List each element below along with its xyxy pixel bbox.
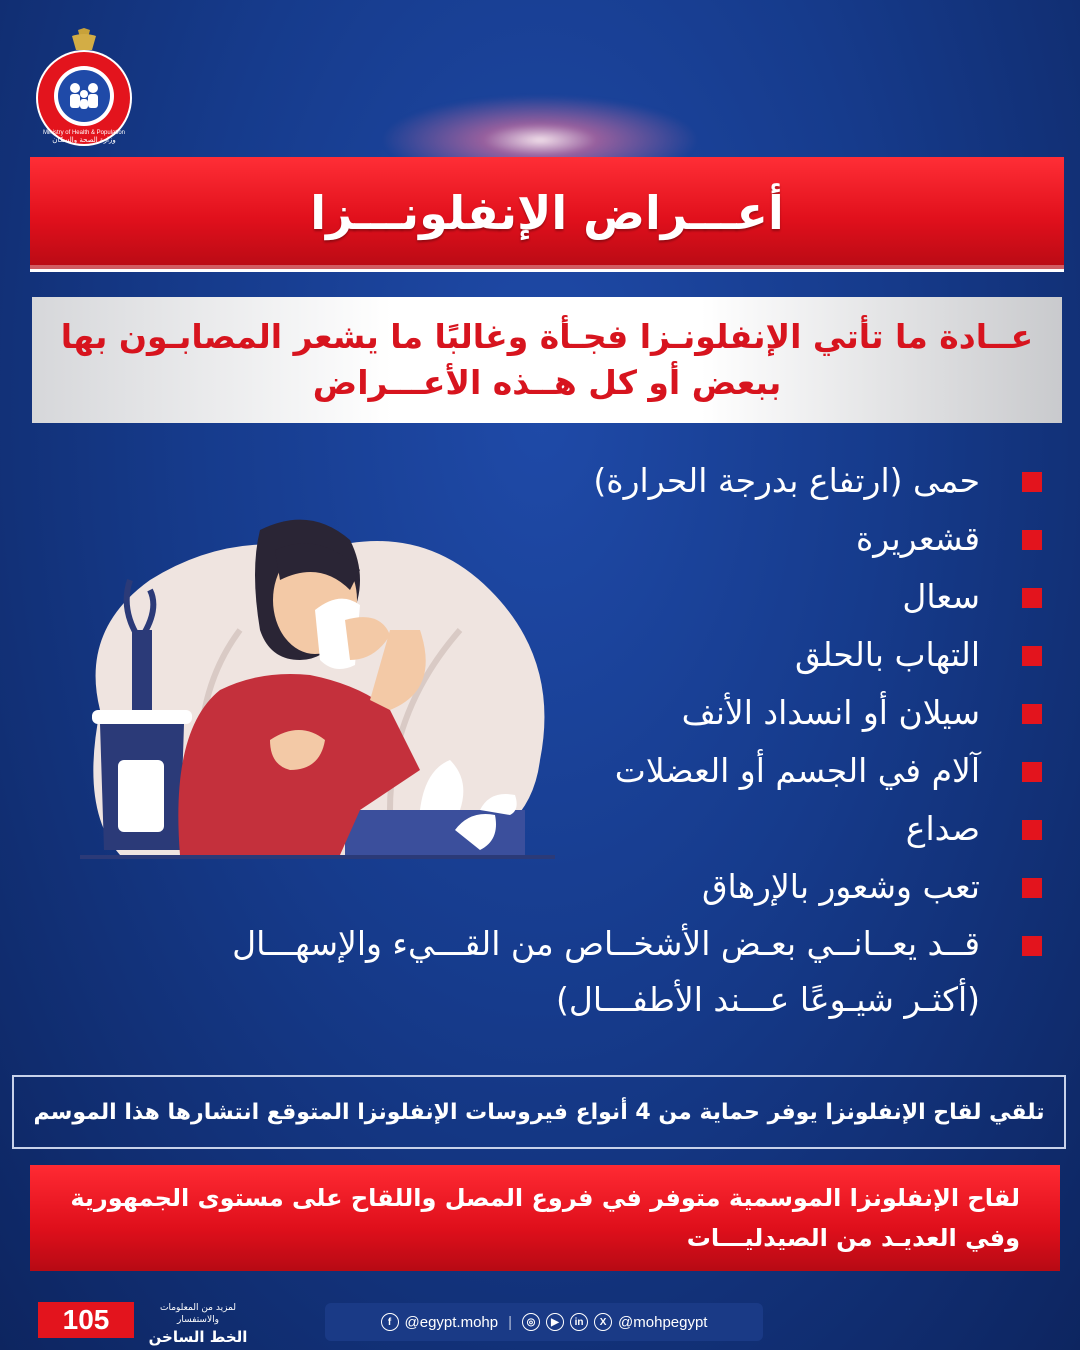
red-square-bullet-icon — [1022, 588, 1042, 608]
intro-line-2: ببعض أو كل هــذه الأعـــراض — [312, 363, 782, 402]
x-icon[interactable]: X — [594, 1313, 612, 1331]
svg-text:وزارة الصحة والسكان: وزارة الصحة والسكان — [52, 136, 116, 144]
red-square-bullet-icon — [1022, 646, 1042, 666]
list-item: حمى (ارتفاع بدرجة الحرارة) — [98, 452, 998, 510]
list-item — [98, 916, 998, 1036]
social-bar — [325, 1303, 763, 1341]
page-title: أعـــراض الإنفلونـــزا — [310, 186, 784, 240]
facebook-icon[interactable]: f — [381, 1313, 399, 1331]
red-square-bullet-icon — [1022, 530, 1042, 550]
list-item: سعال — [98, 568, 998, 626]
red-square-bullet-icon — [1022, 704, 1042, 724]
youtube-icon[interactable]: ▶ — [546, 1313, 564, 1331]
social-handle[interactable]: @mohpegypt — [618, 1313, 708, 1331]
symptom-last-line-1: قــد يعــانــي بعـض الأشخــاص من القـــيء والإسهـــال — [232, 924, 980, 963]
hotline-label-group — [140, 1302, 256, 1348]
intro-box — [32, 297, 1062, 423]
red-square-bullet-icon — [1022, 762, 1042, 782]
facebook-handle[interactable]: @egypt.mohp — [404, 1313, 499, 1331]
list-item: تعب وشعور بالإرهاق — [98, 858, 998, 916]
ministry-logo — [28, 28, 140, 148]
red-square-bullet-icon — [1022, 472, 1042, 492]
list-item: التهاب بالحلق — [98, 626, 998, 684]
red-square-bullet-icon — [1022, 878, 1042, 898]
availability-line-2: وفي العديـد من الصيدليـــات — [686, 1224, 1020, 1252]
availability-line-1: لقاح الإنفلونزا الموسمية متوفر في فروع المصل واللقاح على مستوى الجمهورية — [70, 1184, 1020, 1212]
svg-text:Ministry of Health & Populatio: Ministry of Health & Population — [42, 130, 126, 136]
symptom-list — [98, 452, 998, 1036]
instagram-icon[interactable]: ◎ — [522, 1313, 540, 1331]
linkedin-icon[interactable]: in — [570, 1313, 588, 1331]
red-square-bullet-icon — [1022, 936, 1042, 956]
list-item: سيلان أو انسداد الأنف — [98, 684, 998, 742]
list-item: آلام في الجسم أو العضلات — [98, 742, 998, 800]
title-banner — [30, 157, 1064, 269]
vaccine-note-box — [12, 1075, 1066, 1149]
vaccine-note-text: تلقي لقاح الإنفلونزا يوفر حماية من 4 أنواع فيروسات الإنفلونزا المتوقع انتشارها هذا الموسم — [33, 1099, 1045, 1125]
red-square-bullet-icon — [1022, 820, 1042, 840]
intro-line-1: عــادة ما تأتي الإنفلونـزا فجـأة وغالبًا ما يشعر المصابـون بها — [60, 317, 1034, 356]
availability-banner — [30, 1165, 1060, 1271]
hotline-label: الخط الساخن — [148, 1328, 248, 1346]
list-item: صداع — [98, 800, 998, 858]
hotline-small-text: لمزيد من المعلومات والاستفسار — [160, 1303, 236, 1325]
list-item: قشعريرة — [98, 510, 998, 568]
divider: | — [508, 1313, 513, 1331]
symptom-last-line-2: (أكثـر شيـوعًا عـــند الأطفـــال) — [556, 980, 980, 1019]
hotline-number: 105 — [38, 1302, 134, 1338]
